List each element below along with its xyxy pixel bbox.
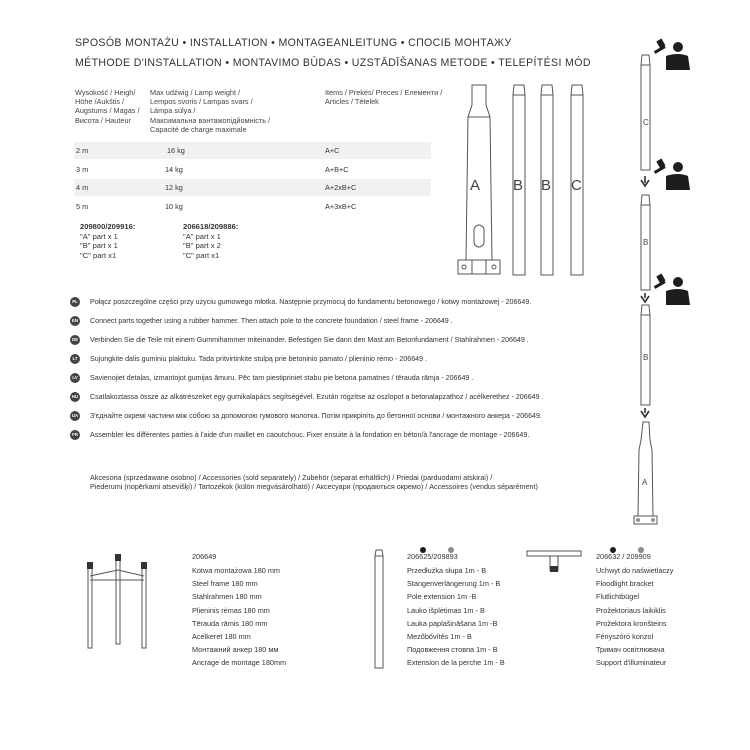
header-items: Items / Prekės/ Preces / Елементи / Articles / Tételek [325, 88, 443, 107]
lang-badge: LT [70, 354, 80, 364]
hammer-person-icon [654, 274, 690, 305]
accessory-3-names: Uchwyt do naświetlaczy Floodlight bracket Flutlichtbügel Prožektoriaus laikiklis Prožektora kronšteins Fényszóró konzol Тримач освітлювача Support d'illuminateur [596, 566, 674, 668]
header-height: Wysokość / Heigh/ Höhe /Aukštis / Augstums / Magas / Висота / Hauteur [75, 88, 140, 125]
step-label: B [643, 238, 649, 247]
lang-badge: FR [70, 430, 80, 440]
steel-frame-drawing [80, 548, 160, 653]
accessories-heading: Akcesoria (sprzedawane osobno) / Accessories (sold separately) / Zubehör (separat erhältlich) / Priedai (parduodami atskirai) / Piederumi (nopērkami atsevišķi) / Tartozékok (külön megvásárolható) / Аксесуари (продаються окремо) / Accessoires (vendus séparément) [90, 473, 538, 492]
instruction-lt: LT Sujungkite dalis guminiu plaktuku. Tada pritvirtinkite stulpą prie betoninio pamato / plieninio rėmo - 206649 . [70, 354, 650, 368]
pole-label: B [513, 177, 524, 194]
accessory-code: 206625/209893 [407, 552, 458, 561]
lang-badge: HU [70, 392, 80, 402]
instruction-fr: FR Assembler les différentes parties à l'aide d'un maillet en caoutchouc. Fixer ensuite à la fondation en béton/à l'ancrage de montage - 206649. [70, 430, 650, 444]
lang-badge: DE [70, 335, 80, 345]
pole-label: C [571, 177, 582, 194]
title-line-1: SPOSÓB MONTAŻU • INSTALLATION • MONTAGEANLEITUNG • СПОСІБ МОНТАЖУ [75, 37, 512, 49]
step-label: C [643, 118, 649, 127]
lang-badge: UA [70, 411, 80, 421]
hammer-person-icon [654, 39, 690, 70]
lang-badge: EN [70, 316, 80, 326]
accessory-2-names: Przedłużka słupa 1m - B Stangenverlängerung 1m - B Pole extension 1m -B Lauko išplėtimas 1m - B Lauka paplašināšana 1m -B Mezőbővítés 1m - B Подовження стовпа 1m - B Extension de la perche 1m - B [407, 566, 505, 668]
pole-label: A [470, 177, 481, 194]
instruction-lv: LV Savienojiet detaļas, izmantojot gumijas āmuru. Pēc tam piestipriniet stabu pie betona pamatnes / tērauda rāmja - 206649 . [70, 373, 650, 387]
accessory-code: 206632 / 209909 [596, 552, 651, 561]
step-label: A [642, 478, 648, 487]
pole-extension-drawing [370, 548, 390, 673]
parts-list-2: 206618/209886: "A" part x 1 "B" part x 2 "C" part x1 [183, 222, 239, 260]
accessory-code: 206649 [192, 552, 217, 561]
parts-list-1: 209800/209916: "A" part x 1 "B" part x 1 "C" part x1 [80, 222, 136, 260]
table-row: 5 m 10 kg A+3xB+C [76, 202, 357, 211]
instruction-de: DE Verbinden Sie die Teile mit einem Gummihammer miteinander. Befestigen Sie dann den Mast am Betonfundament / Stahlrahmen - 206649 . [71, 336, 529, 344]
instruction-ua: UA З'єднайте окремі частини між собою за допомогою гумового молотка. Потім прикріпіть до бетонної основи / монтажного анкера - 206649. [71, 412, 542, 420]
title-line-2: MÉTHODE D'INSTALLATION • MONTAVIMO BŪDAS • UZSTĀDĪŠANAS METODE • TELEPÍTÉSI MÓD [75, 57, 591, 69]
lang-badge: LV [70, 373, 80, 383]
instruction-pl: PL Połącz poszczególne części przy użyciu gumowego młotka. Następnie przymocuj do fundamentu betonowego / kotwy montażowej - 206649. [70, 297, 650, 311]
floodlight-bracket-drawing [525, 548, 585, 578]
instruction-en: EN Connect parts together using a rubber hammer. Then attach pole to the concrete foundation / steel frame - 206649 . [71, 317, 453, 325]
table-row: 3 m 14 kg A+B+C [76, 165, 349, 174]
header-weight: Max udźwig / Lamp weight / Lempos svoris / Lampas svars / Lámpa súlya / Максимальна вантажопідйомність / Capacité de charge maximale [150, 88, 271, 134]
table-row: 4 m 12 kg A+2xB+C [74, 179, 431, 196]
assembly-sequence [620, 30, 700, 535]
instruction-hu: HU Csatlakoztassa össze az alkatrészeket egy gumikalapács segítségével. Ezután rögzítse az oszlopot a betonalapzathoz / acélkerethez - 206649 . [71, 393, 544, 401]
hammer-person-icon [654, 159, 690, 190]
lang-badge: PL [70, 297, 80, 307]
table-row: 2 m 16 kg A+C [74, 142, 431, 159]
pole-label: B [541, 177, 552, 194]
step-label: B [643, 353, 649, 362]
accessory-1-names: Kotwa montażowa 180 mm Steel frame 180 mm Stahlrahmen 180 mm Plieninis rėmas 180 mm Tērauda rāmis 180 mm Acélkeret 180 mm Монтажний анкер 180 мм Ancrage de montage 180mm [192, 566, 287, 668]
pole-part-a [466, 85, 492, 260]
pole-parts-drawing [448, 75, 598, 290]
